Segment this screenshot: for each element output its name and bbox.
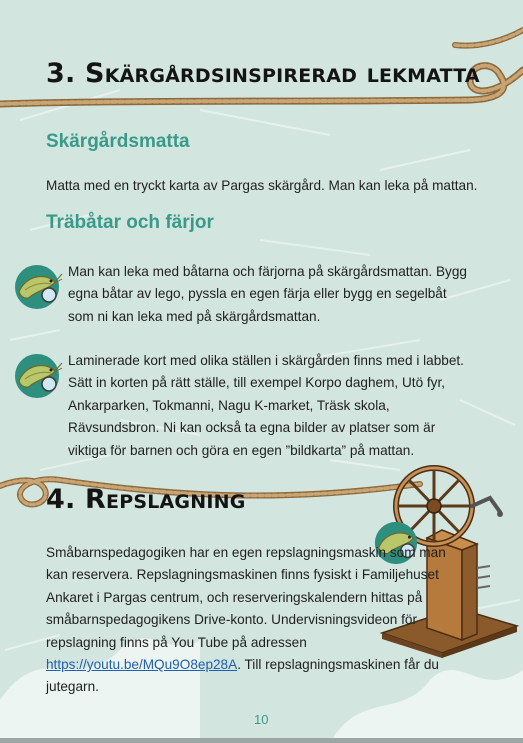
subheading-skargardsmatta: Skärgårdsmatta — [46, 131, 190, 152]
youtube-link[interactable]: https://youtu.be/MQu9O8ep28A — [46, 657, 238, 673]
paragraph-matta: Matta med en tryckt karta av Pargas skärgård. Man kan leka på mattan. — [46, 178, 478, 193]
subheading-trabatar: Träbåtar och färjor — [46, 212, 214, 233]
shrimp-icon — [11, 351, 63, 401]
section-3-heading: 3. Skärgårdsinspirerad lekmatta — [46, 58, 480, 89]
repslagning-paragraph — [46, 542, 446, 699]
page-bottom-edge — [0, 738, 523, 743]
repslagning-text-end: . Till repslagningsmaskinen får du jutegarn. — [46, 657, 439, 695]
page-number: 10 — [254, 712, 269, 727]
bullet-text-1: Man kan leka med båtarna och färjorna på skärgårdsmattan. Bygg egna båtar av lego, pyssla en egen färja eller bygg en segelbåt som ni kan leka med på skärgårdsmattan. — [68, 264, 467, 324]
shrimp-icon — [11, 262, 63, 312]
bullet-text-2: Laminerade kort med olika ställen i skärgården finns med i labbet. Sätt in korten på rätt ställe, till exempel Korpo daghem, Utö fyr, Ankarparken, Tokmanni, Nagu K-market, Träsk skola, Rävsundsbron. Ni kan också ta egna bilder av platser som är viktiga för barnen och göra en egen ”bildkarta” på mattan. — [68, 353, 464, 458]
repslagning-text: Småbarnspedagogiken har en egen repslagningsmaskin som man kan reservera. Repslagningsmaskinen finns fysiskt i Familjehuset Ankaret i Pargas centrum, och reserveringskalendern hittas på småbarnspedagogikens Drive-konto. Undervisningsvideon för repslagning finns på You Tube på adressen — [46, 545, 446, 650]
section-4-heading: 4. Repslagning — [46, 484, 246, 515]
